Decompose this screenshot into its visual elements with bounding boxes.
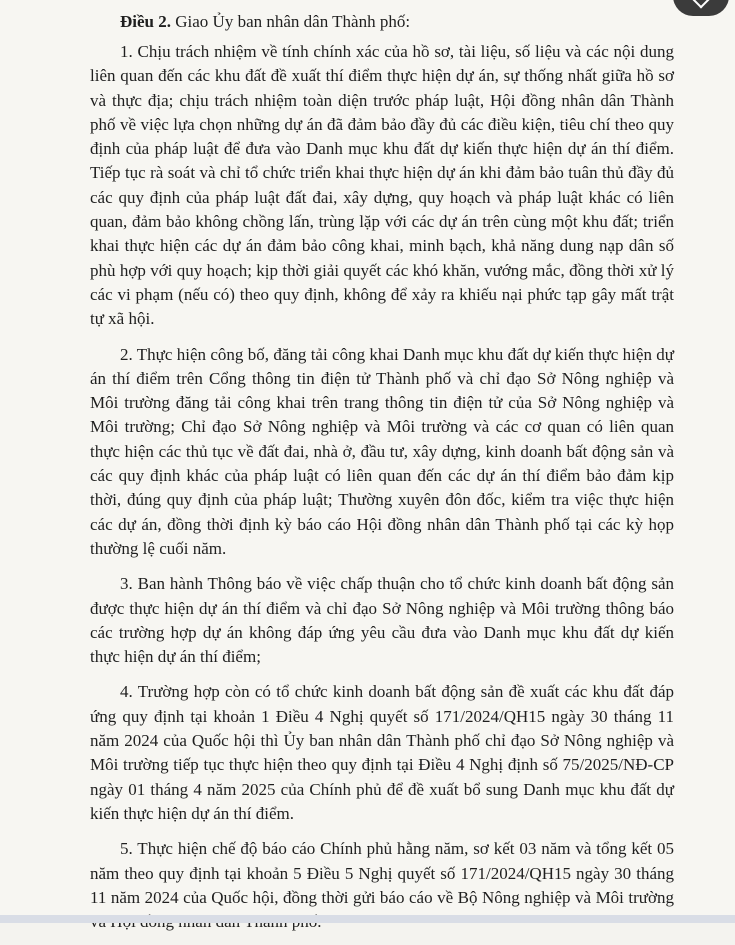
chevron-down-icon	[693, 0, 710, 8]
article-label: Điều 2.	[120, 12, 171, 31]
paragraph-5: 5. Thực hiện chế độ báo cáo Chính phủ hằng năm, sơ kết 03 năm và tổng kết 05 năm theo quy định tại khoản 5 Điều 5 Nghị quyết số 171/2024/QH15 ngày 30 tháng 11 năm 2024 của Quốc hội, đồng thời gửi báo cáo về Bộ Nông nghiệp và Môi trường	[90, 839, 674, 907]
article-heading	[120, 10, 674, 34]
paragraph-3: 3. Ban hành Thông báo về việc chấp thuận cho tổ chức kinh doanh bất động sản được thực hiện dự án thí điểm và chỉ đạo Sở Nông nghiệp và Môi trường thông báo các trường hợp dự án không đáp ứng yêu cầu đưa vào Danh mục khu đất dự kiến thực hiện dự án thí điểm;	[90, 574, 674, 667]
paragraph-2: 2. Thực hiện công bố, đăng tải công khai Danh mục khu đất dự kiến thực hiện dự án thí điểm trên Cổng thông tin điện tử Thành phố và chỉ đạo Sở Nông nghiệp và Môi trường đăng tải công khai trên trang thông tin điện tử của Sở Nông nghiệp và Môi trường; Chỉ đạo Sở Nông nghiệp và Môi trường và các cơ quan có liên quan thực hiện các thủ tục về đất đai, nhà ở, đầu tư, xây dựng, kinh doanh bất động sản và các quy định khác của pháp luật có liên quan đến các dự án thí điểm bảo đảm kịp thời, đúng quy định của pháp luật; Thường xuyên đôn đốc, kiểm tra việc thực hiện các dự án, đồng thời định kỳ báo cáo Hội đồng nhân dân Thành phố tại các kỳ họp thường lệ cuối năm.	[90, 344, 674, 558]
paragraph-4: 4. Trường hợp còn có tổ chức kinh doanh bất động sản đề xuất các khu đất đáp ứng quy định tại khoản 1 Điều 4 Nghị quyết số 171/2024/QH15 ngày 30 tháng 11 năm 2024 của Quốc hội thì Ủy ban nhân dân Thành phố chỉ đạo Sở Nông nghiệp và Môi trường tiếp tục thực hiện theo quy định tại Điều 4 Nghị định số 75/2025/NĐ-CP ngày 01 tháng 4 năm 2025 của Chính phủ để đề xuất bổ sung Danh mục khu đất dự kiến thực hiện dự án thí điểm.	[90, 682, 674, 823]
paragraph-1: 1. Chịu trách nhiệm về tính chính xác của hồ sơ, tài liệu, số liệu và các nội dung liên quan đến các khu đất đề xuất thí điểm thực hiện dự án, sự thống nhất giữa hồ sơ và thực địa; chịu trách nhiệm toàn diện trước pháp luật, Hội đồng nhân dân Thành phố về việc lựa chọn những dự án đã đảm bảo đầy đủ các điều kiện, tiêu chí theo quy định của pháp luật để đưa vào Danh mục khu đất dự kiến thực hiện dự án thí điểm. Tiếp tục rà soát và chỉ tổ chức triển khai thực hiện dự án khi đảm bảo tuân thủ đầy đủ các quy định của pháp luật đất đai, xây dựng, quy hoạch và pháp luật khác có liên quan, đảm bảo không chồng lấn, trùng lặp với các dự án trên cùng một khu đất; triển khai thực hiện các dự án đảm bảo công khai, minh bạch, khả năng dung nạp dân số phù hợp với quy hoạch; kịp thời giải quyết các khó khăn, vướng mắc, đồng thời xử lý các vi phạm (nếu có) theo quy định, không để xảy ra khiếu nại phức tạp gây mất trật tự xã hội.	[90, 42, 674, 329]
collapse-button[interactable]	[673, 0, 729, 16]
article-title: Giao Ủy ban nhân dân Thành phố:	[171, 12, 411, 31]
document-body	[90, 10, 674, 945]
bottom-edge	[0, 915, 735, 923]
